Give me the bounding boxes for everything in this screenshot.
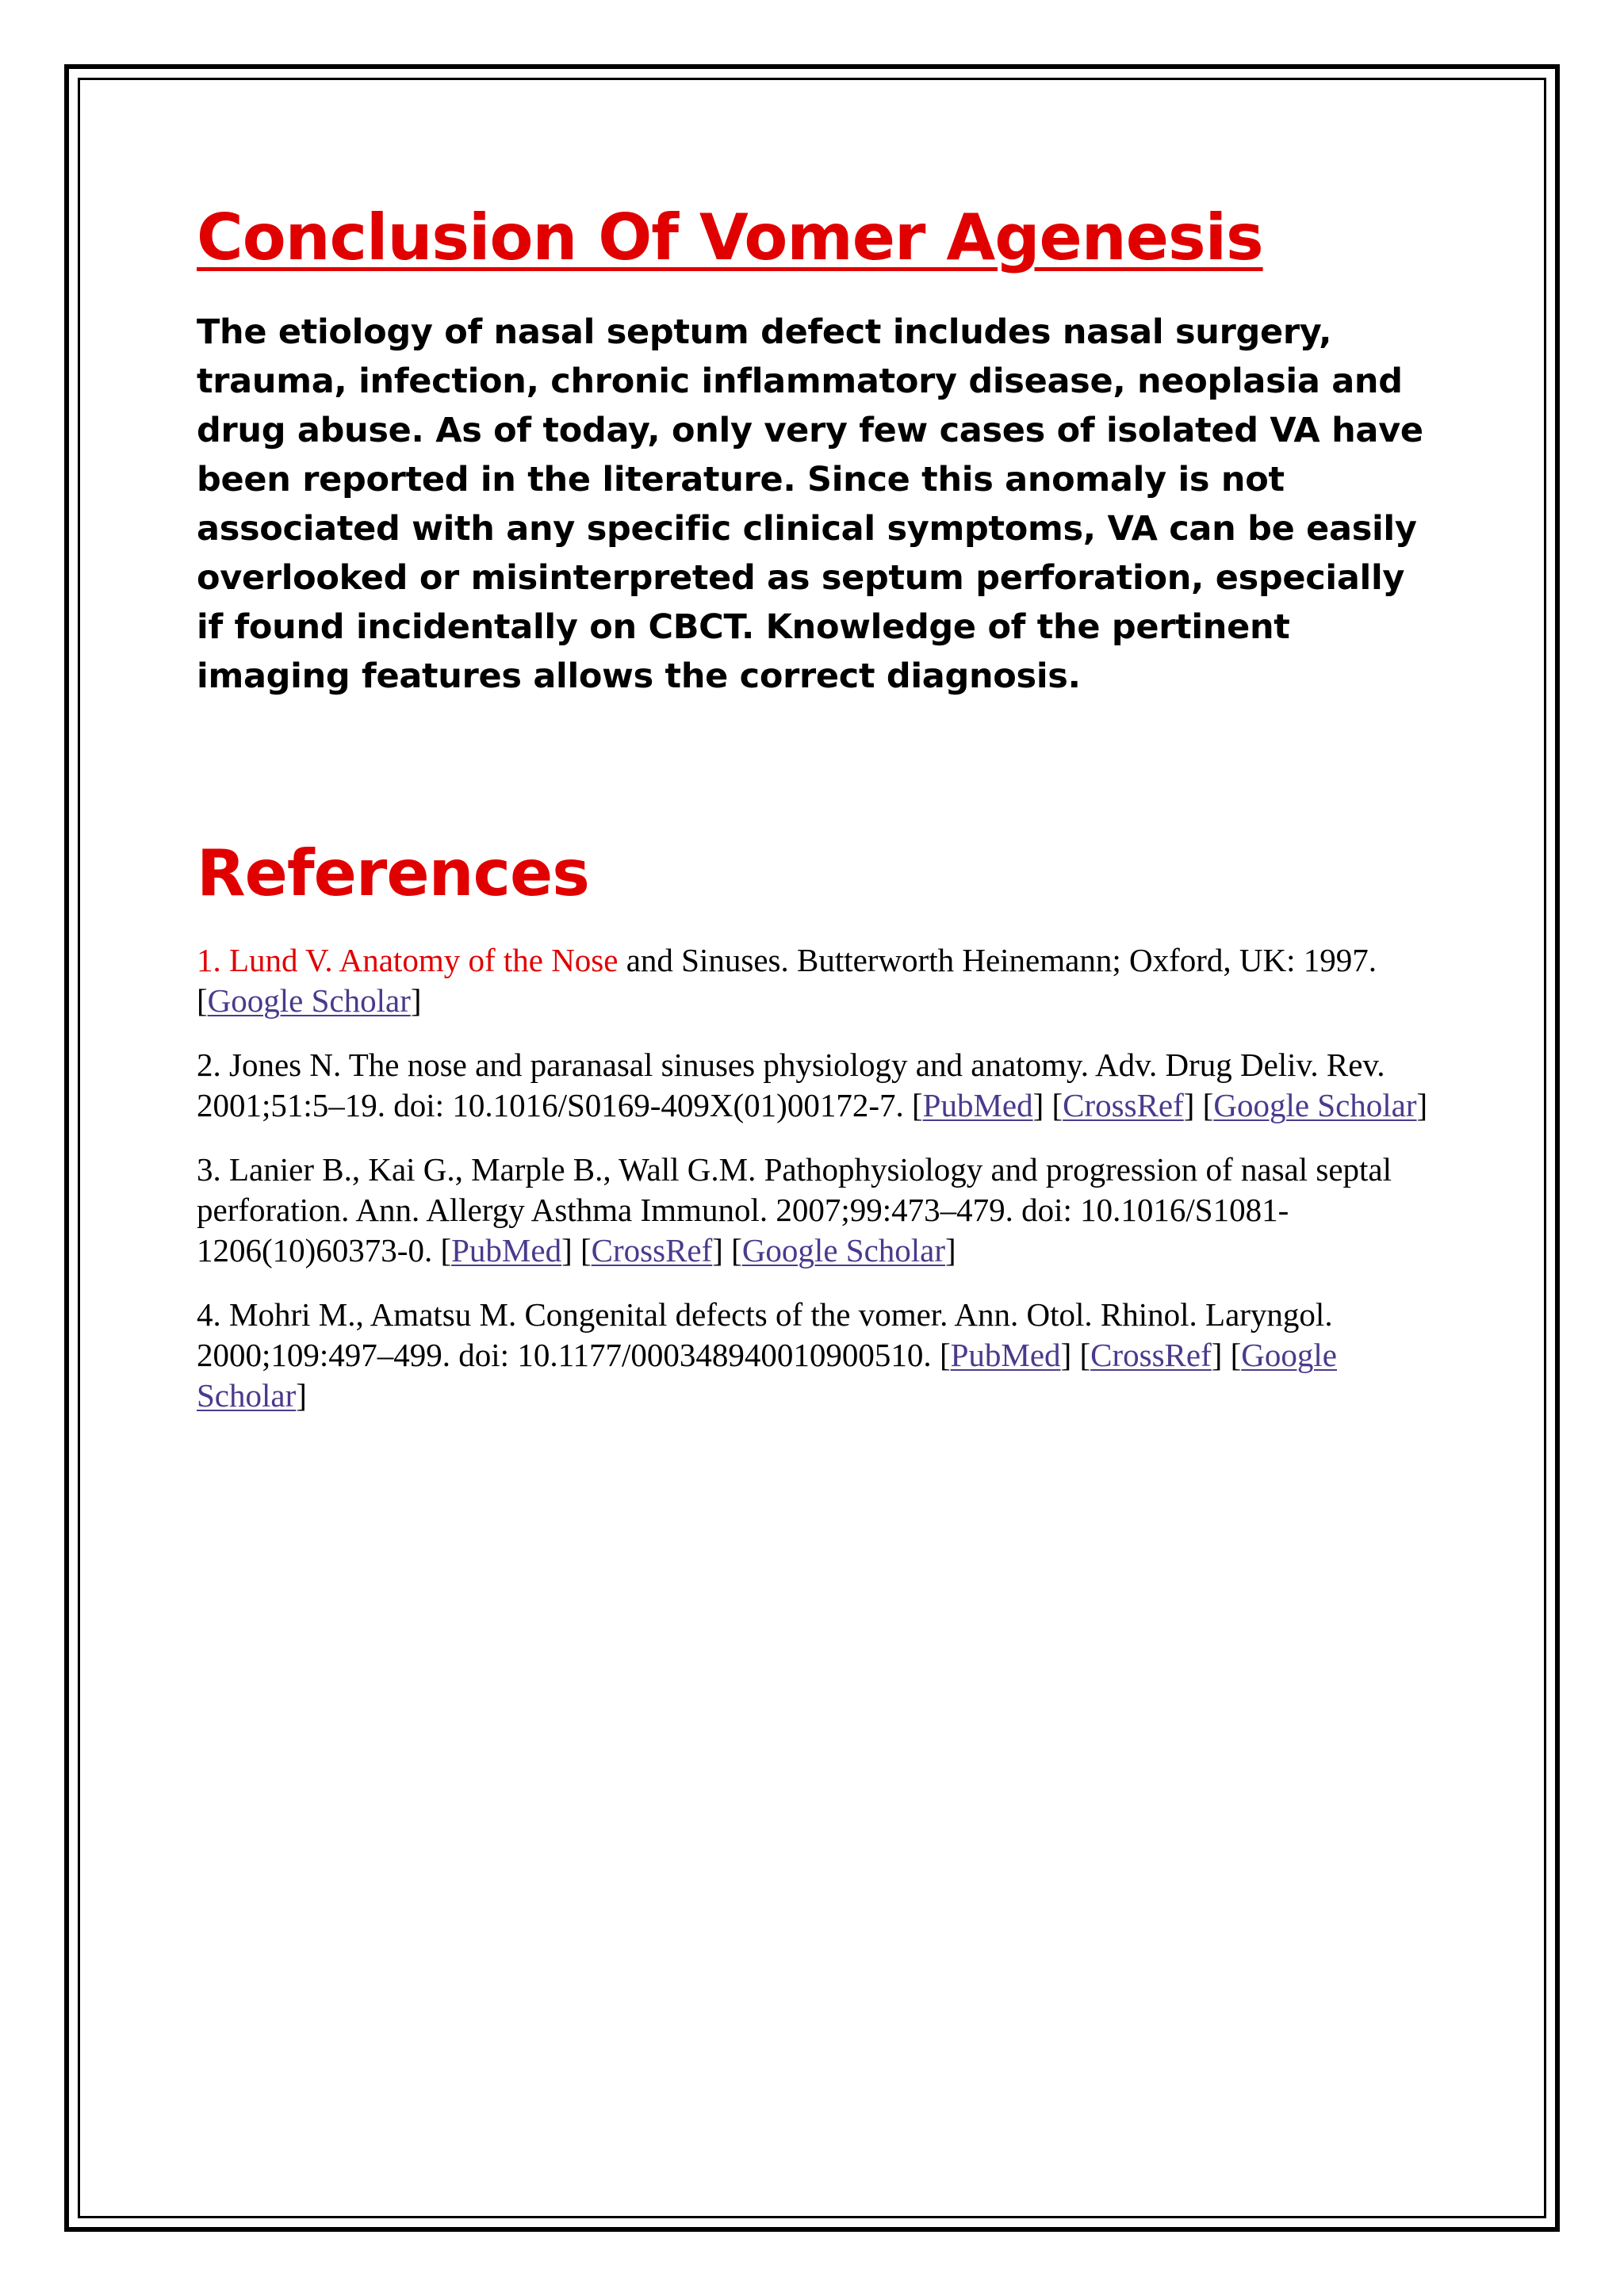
reference-3-text: 3. Lanier B., Kai G., Marple B., Wall G.M. Pathophysiology and progression of nasal septal perforation. Ann. Allergy Asthma Immunol. 2007;99:473–479. doi: 10.1016/S1081-1206(10)60373-0. (197, 1151, 1392, 1269)
reference-3-google-scholar-link[interactable]: Google Scholar (741, 1232, 946, 1269)
reference-4-crossref-link[interactable]: CrossRef (1090, 1337, 1212, 1373)
reference-1-title-highlight: 1. Lund V. Anatomy of the Nose (197, 942, 619, 978)
reference-4-text: 4. Mohri M., Amatsu M. Congenital defects of the vomer. Ann. Otol. Rhinol. Laryngol. 2000;109:497–499. doi: 10.1177/000348940010900510. (197, 1296, 1333, 1373)
reference-item-3: 3. Lanier B., Kai G., Marple B., Wall G.M. Pathophysiology and progression of nasal septal perforation. Ann. Allergy Asthma Immunol. 2007;99:473–479. doi: 10.1016/S1081-1206(10)60373-0. [PubMed] [CrossRef] [Google Scholar] (197, 1151, 1392, 1269)
reference-item-1: 1. Lund V. Anatomy of the Nose and Sinuses. Butterworth Heinemann; Oxford, UK: 1997. [Google Scholar] (197, 942, 1377, 1019)
reference-2-text: 2. Jones N. The nose and paranasal sinuses physiology and anatomy. Adv. Drug Deliv. Rev. 2001;51:5–19. doi: 10.1016/S0169-409X(01)00172-7. (197, 1047, 1385, 1123)
reference-4-pubmed-link[interactable]: PubMed (950, 1337, 1061, 1373)
reference-2-crossref-link[interactable]: CrossRef (1063, 1087, 1184, 1123)
reference-2-google-scholar-link[interactable]: Google Scholar (1213, 1087, 1417, 1123)
reference-3-crossref-link[interactable]: CrossRef (591, 1232, 713, 1269)
reference-4-google-scholar-link[interactable]: Google Scholar (197, 1337, 1337, 1414)
reference-item-2: 2. Jones N. The nose and paranasal sinuses physiology and anatomy. Adv. Drug Deliv. Rev. 2001;51:5–19. doi: 10.1016/S0169-409X(01)00172-7. [PubMed] [CrossRef] [Google Scholar] (197, 1047, 1428, 1123)
reference-1-text: and Sinuses. Butterworth Heinemann; Oxford, UK: 1997. (618, 942, 1377, 978)
reference-list (197, 940, 1434, 1416)
conclusion-paragraph: The etiology of nasal septum defect includes nasal surgery, trauma, infection, chronic inflammatory disease, neoplasia and drug abuse. As of today, only very few cases of isolated VA have been reported in the literature. Since this anomaly is not associated with any specific clinical symptoms, VA can be easily overlooked or misinterpreted as septum perforation, especially if found incidentally on CBCT. Knowledge of the pertinent imaging features allows the correct diagnosis. (197, 312, 1423, 696)
reference-3-pubmed-link[interactable]: PubMed (451, 1232, 562, 1269)
reference-1-google-scholar-link[interactable]: Google Scholar (207, 982, 411, 1019)
references-heading: References (197, 836, 589, 910)
conclusion-heading: Conclusion Of Vomer Agenesis (197, 201, 1263, 274)
reference-item-4: 4. Mohri M., Amatsu M. Congenital defects of the vomer. Ann. Otol. Rhinol. Laryngol. 2000;109:497–499. doi: 10.1177/000348940010900510. [PubMed] [CrossRef] [Google Scholar] (197, 1296, 1337, 1414)
reference-2-pubmed-link[interactable]: PubMed (922, 1087, 1033, 1123)
page-content (197, 198, 1434, 1440)
